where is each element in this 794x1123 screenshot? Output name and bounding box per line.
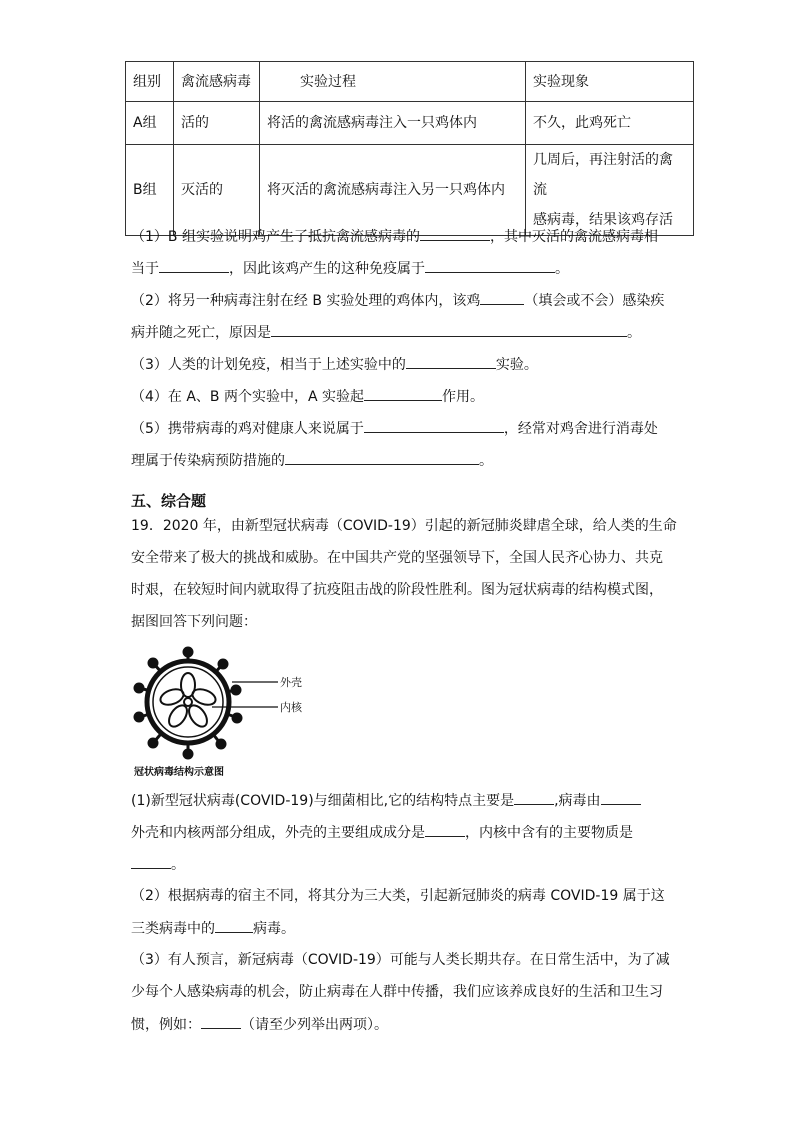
q18-part3 <box>131 354 671 375</box>
answer-blank[interactable] <box>601 790 641 805</box>
table-header-cell: 禽流感病毒 <box>174 62 260 102</box>
text: (1)新型冠状病毒(COVID-19)与细菌相比,它的结构特点主要是 <box>131 793 515 809</box>
q18-part2-line1 <box>131 290 671 311</box>
table-row <box>126 145 694 236</box>
text: 三类病毒中的 <box>131 921 215 937</box>
table-cell: 灭活的 <box>174 145 260 236</box>
q18-part5-line2 <box>131 450 671 471</box>
text: 。 <box>555 261 569 277</box>
q18-part1-line1 <box>131 226 671 247</box>
answer-blank[interactable] <box>285 450 479 465</box>
q19-intro-line: 19．2020 年，由新型冠状病毒（COVID-19）引起的新冠肺炎肆虐全球，给人类的生命 <box>131 518 677 534</box>
table-cell: 将灭活的禽流感病毒注入另一只鸡体内 <box>260 145 526 236</box>
answer-blank[interactable] <box>131 854 171 869</box>
table-cell: 不久，此鸡死亡 <box>526 102 694 145</box>
q19-intro-line: 时艰，在较短时间内就取得了抗疫阻击战的阶段性胜利。图为冠状病毒的结构模式图， <box>131 582 663 598</box>
text: 当于 <box>131 261 159 277</box>
shell-label: 外壳 <box>280 676 302 689</box>
text: （4）在 A、B 两个实验中，A 实验起 <box>131 389 365 405</box>
answer-blank[interactable] <box>420 226 490 241</box>
text: ,病毒由 <box>554 793 601 809</box>
answer-blank[interactable] <box>406 354 496 369</box>
table-cell: 活的 <box>174 102 260 145</box>
text: （2）将另一种病毒注射在经 B 实验处理的鸡体内，该鸡 <box>131 293 481 309</box>
text: 外壳和内核两部分组成，外壳的主要组成成分是 <box>131 825 425 841</box>
table-cell: B组 <box>126 145 174 236</box>
q18-part1-line2 <box>131 258 671 279</box>
q19-intro-line: 据图回答下列问题： <box>131 614 257 630</box>
text: 理属于传染病预防措施的 <box>131 453 285 469</box>
q19-part1-line1 <box>131 790 671 811</box>
text: （3）人类的计划免疫，相当于上述实验中的 <box>131 357 406 373</box>
experiment-table <box>125 61 694 236</box>
text: ，因此该鸡产生的这种免疫属于 <box>229 261 425 277</box>
text: （5）携带病毒的鸡对健康人来说属于 <box>131 421 364 437</box>
virus-diagram <box>132 645 312 780</box>
answer-blank[interactable] <box>159 258 229 273</box>
text: 。 <box>171 857 185 873</box>
q19-part2-line1: （2）根据病毒的宿主不同，将其分为三大类，引起新冠肺炎的病毒 COVID-19 属于这 <box>131 888 665 904</box>
text: 。 <box>627 325 641 341</box>
table-cell <box>526 145 694 236</box>
q19-part2-line2 <box>131 918 671 939</box>
core-label: 内核 <box>280 701 302 714</box>
answer-blank[interactable] <box>271 322 627 337</box>
table-header-row <box>126 62 694 102</box>
section-title: 五、综合题 <box>131 492 207 510</box>
q19-part1-line2 <box>131 822 671 843</box>
q19-intro-line: 安全带来了极大的挑战和威胁。在中国共产党的坚强领导下，全国人民齐心协力、共克 <box>131 550 663 566</box>
text: 惯，例如： <box>131 1017 201 1033</box>
q19-part3-line1: （3）有人预言，新冠病毒（COVID-19）可能与人类长期共存。在日常生活中，为了减 <box>131 952 670 968</box>
q18-part4 <box>131 386 671 407</box>
text: （填会或不会）感染疾 <box>524 293 665 309</box>
table-header-cell: 组别 <box>126 62 174 102</box>
answer-blank[interactable] <box>364 418 504 433</box>
answer-blank[interactable] <box>514 790 554 805</box>
q19-part3-line2: 少每个人感染病毒的机会，防止病毒在人群中传播，我们应该养成良好的生活和卫生习 <box>131 984 663 1000</box>
table-cell: A组 <box>126 102 174 145</box>
text: 病毒。 <box>253 921 295 937</box>
text: 病并随之死亡，原因是 <box>131 325 271 341</box>
q18-part5-line1 <box>131 418 671 439</box>
answer-blank[interactable] <box>425 822 465 837</box>
text: （1）B 组实验说明鸡产生了抵抗禽流感病毒的 <box>131 229 420 245</box>
figure-caption: 冠状病毒结构示意图 <box>134 767 224 778</box>
text: 。 <box>479 453 493 469</box>
answer-blank[interactable] <box>480 290 524 305</box>
text: ，其中灭活的禽流感病毒相 <box>489 229 658 245</box>
text: 作用。 <box>442 389 485 405</box>
q19-part3-line3 <box>131 1014 671 1035</box>
answer-blank[interactable] <box>364 386 442 401</box>
q19-part1-line3 <box>131 854 671 875</box>
table-row <box>126 102 694 145</box>
answer-blank[interactable] <box>425 258 555 273</box>
text: （请至少列举出两项）。 <box>241 1017 388 1033</box>
result-line: 感病毒，结果该鸡存活 <box>533 212 673 228</box>
text: 实验。 <box>495 357 538 373</box>
answer-blank[interactable] <box>215 918 253 933</box>
answer-blank[interactable] <box>201 1014 241 1029</box>
table-cell: 将活的禽流感病毒注入一只鸡体内 <box>260 102 526 145</box>
text: ，经常对鸡舍进行消毒处 <box>503 421 658 437</box>
text: ，内核中含有的主要物质是 <box>465 825 633 841</box>
result-line: 几周后，再注射活的禽流 <box>533 152 673 198</box>
table-header-cell: 实验过程 <box>260 62 526 102</box>
table-header-cell: 实验现象 <box>526 62 694 102</box>
virus-illustration-icon <box>132 645 312 780</box>
q18-part2-line2 <box>131 322 671 343</box>
